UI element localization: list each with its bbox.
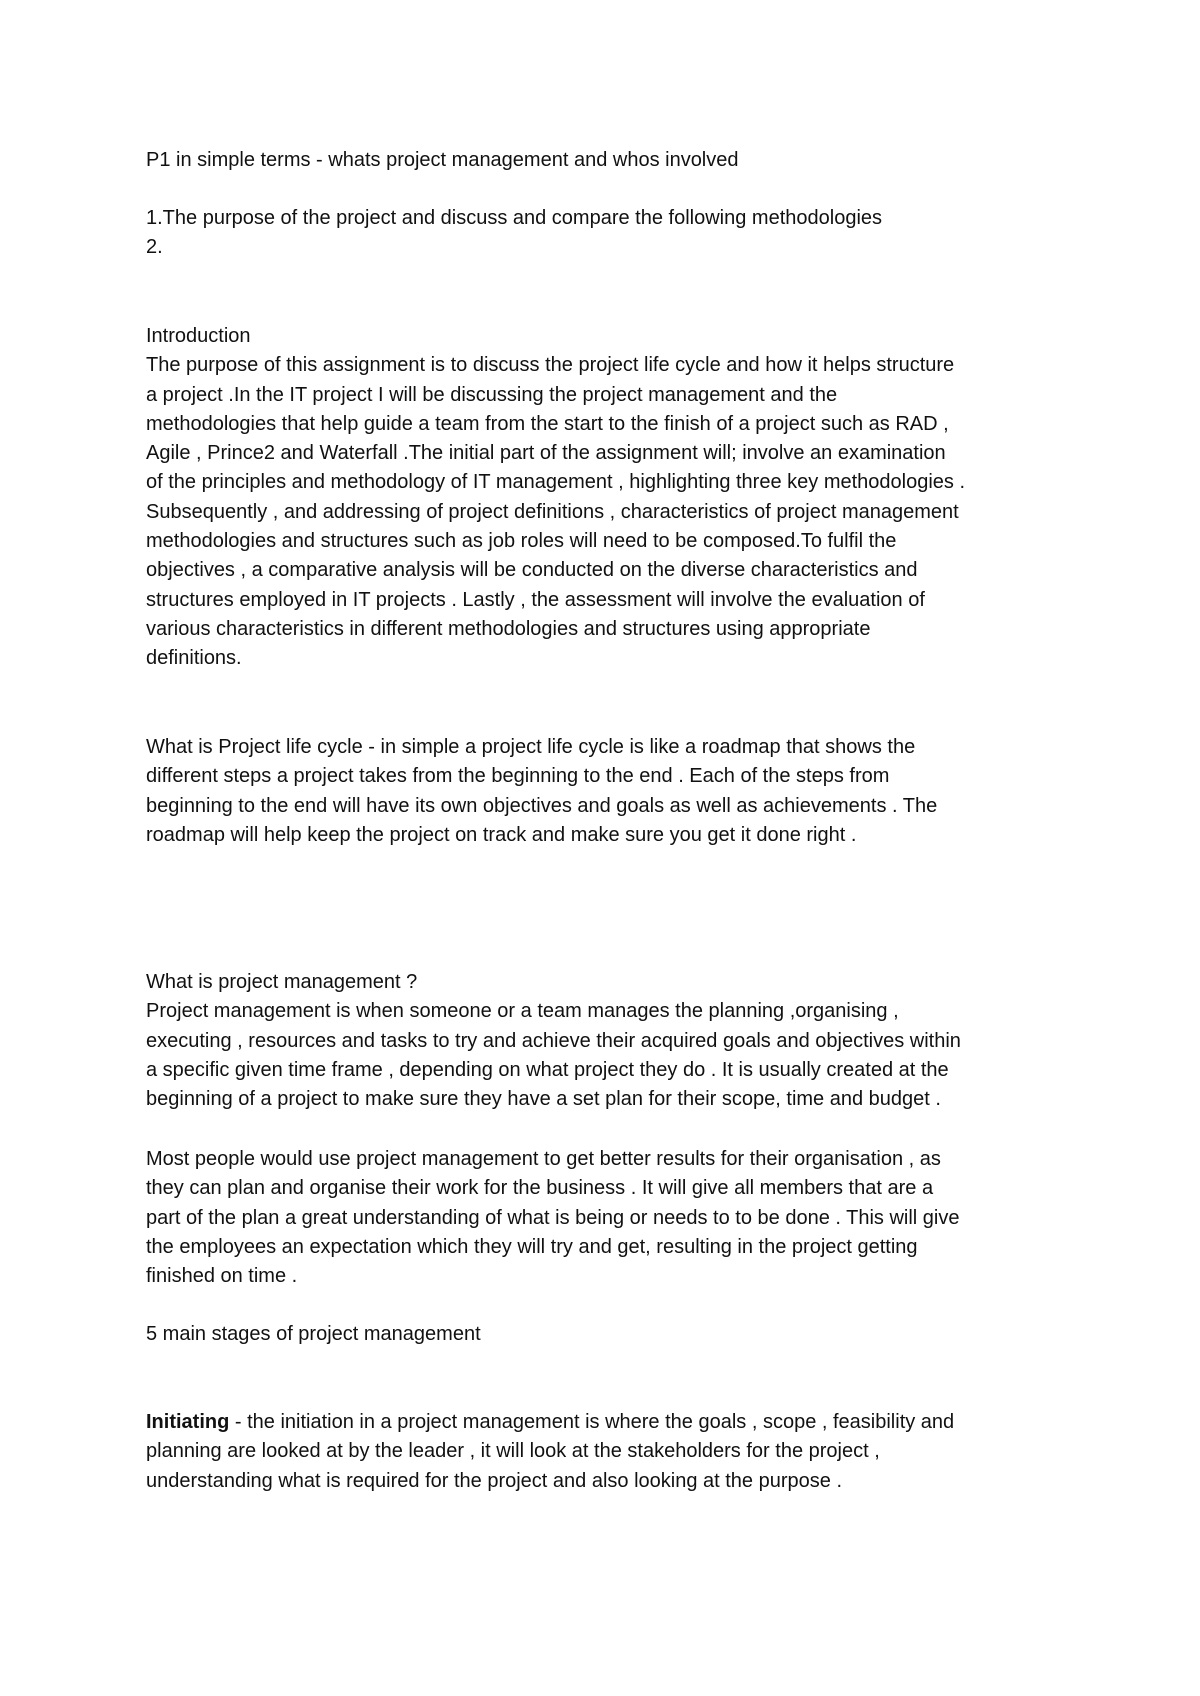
project-management-line: beginning of a project to make sure they have a set plan for their scope, time and budget . [146, 1088, 941, 1111]
life-cycle-line: beginning to the end will have its own objectives and goals as well as achievements . The [146, 794, 938, 817]
stages-heading-block [146, 1320, 1076, 1349]
introduction-line: of the principles and methodology of IT management , highlighting three key methodologies . [146, 471, 966, 494]
usage-line: Most people would use project management to get better results for their organisation , as [146, 1148, 941, 1170]
list-item: 2. [146, 236, 163, 259]
heading-text: P1 in simple terms - whats project management and whos involved [146, 149, 739, 171]
introduction-line: The purpose of this assignment is to discuss the project life cycle and how it helps structure [146, 354, 955, 377]
project-management-line: a specific given time frame , depending on what project they do . It is usually created at the [146, 1058, 949, 1081]
introduction-line: objectives , a comparative analysis will be conducted on the diverse characteristics and [146, 559, 918, 582]
introduction-line: methodologies and structures such as job roles will need to be composed.To fulfil the [146, 530, 897, 553]
initiating-first-line [146, 1408, 1076, 1437]
project-management-line: executing , resources and tasks to try and achieve their acquired goals and objectives within [146, 1029, 961, 1052]
initiating-line: understanding what is required for the project and also looking at the purpose . [146, 1469, 842, 1492]
project-management-line: Project management is when someone or a team manages the planning ,organising , [146, 1000, 899, 1023]
life-cycle-line: roadmap will help keep the project on track and make sure you get it done right . [146, 823, 857, 846]
usage-line: they can plan and organise their work for the business . It will give all members that are a [146, 1177, 934, 1200]
initiating-section [146, 1408, 1076, 1496]
life-cycle-line: different steps a project takes from the beginning to the end . Each of the steps from [146, 765, 890, 788]
introduction-line: structures employed in IT projects . Lastly , the assessment will involve the evaluation of [146, 588, 925, 611]
introduction-line: various characteristics in different methodologies and structures using appropriate [146, 617, 871, 640]
numbered-list [146, 204, 1076, 263]
project-management-section [146, 968, 1076, 1114]
life-cycle-line: What is Project life cycle - in simple a project life cycle is like a roadmap that shows the [146, 736, 916, 758]
introduction-section [146, 322, 1076, 674]
initiating-first-line-text: - the initiation in a project management is where the goals , scope , feasibility and [229, 1411, 955, 1433]
introduction-line: methodologies that help guide a team from the start to the finish of a project such as RAD , [146, 412, 949, 435]
introduction-line: definitions. [146, 647, 242, 670]
project-management-title: What is project management ? [146, 971, 418, 993]
document-heading-line [146, 146, 1076, 175]
introduction-title: Introduction [146, 325, 251, 347]
usage-section [146, 1145, 1076, 1291]
life-cycle-section [146, 733, 1076, 850]
initiating-term: Initiating [146, 1411, 230, 1433]
usage-line: finished on time . [146, 1265, 298, 1288]
list-item: 1.The purpose of the project and discuss and compare the following methodologies [146, 207, 883, 229]
initiating-line: planning are looked at by the leader , it will look at the stakeholders for the project , [146, 1440, 880, 1463]
usage-line: part of the plan a great understanding of what is being or needs to to be done . This will give [146, 1206, 960, 1229]
introduction-line: Subsequently , and addressing of project definitions , characteristics of project management [146, 500, 959, 523]
usage-line: the employees an expectation which they will try and get, resulting in the project getting [146, 1235, 918, 1258]
introduction-line: Agile , Prince2 and Waterfall .The initial part of the assignment will; involve an examination [146, 442, 946, 465]
introduction-line: a project .In the IT project I will be discussing the project management and the [146, 383, 838, 406]
stages-heading: 5 main stages of project management [146, 1323, 481, 1345]
